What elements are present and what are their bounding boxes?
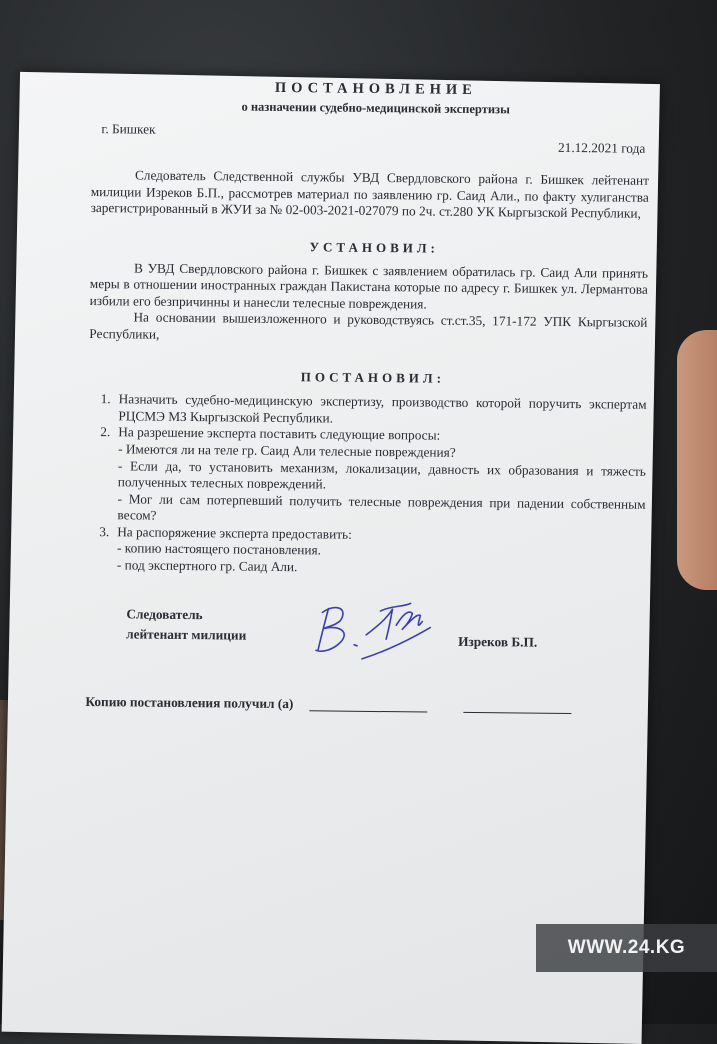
- list-item: [100, 424, 646, 530]
- decided-heading: ПОСТАНОВИЛ:: [300, 368, 446, 386]
- signature-blank-line: [309, 710, 427, 712]
- document-city: г. Бишкек: [101, 121, 156, 137]
- item-text: На распоряжение эксперта предоставить:: [117, 524, 352, 542]
- item-number: 2.: [100, 424, 111, 440]
- signer-rank: лейтенант милиции: [126, 626, 247, 643]
- signature-block: [86, 592, 645, 690]
- sub-question: - Мог ли сам потерпевший получить телесные повреждения при падении собственным весом?: [117, 490, 646, 523]
- copy-received-row: [85, 688, 643, 722]
- intro-paragraph: Следователь Следственной службы УВД Свердловского района г. Бишкек лейтенант милиции Изреков Б.П., рассмотрев материал по заявлению гр. Саид Али., по факту хулиганства зарегистрированный в ЖУИ за № 02-003-2021-027079 по 2ч. ст.280 УК Кыргызской Республики,: [90, 167, 650, 222]
- list-item: [100, 391, 647, 430]
- decisions-list: [87, 391, 647, 579]
- item-number: 1.: [100, 391, 111, 407]
- document-subtitle: о назначении судебно-медицинской экспертизы: [241, 99, 510, 116]
- site-watermark: WWW.24.KG: [536, 924, 717, 972]
- document-title: ПОСТАНОВЛЕНИЕ: [274, 79, 477, 99]
- established-paragraph-2: На основании вышеизложенного и руководствуясь ст.ст.35, 171-172 УПК Кыргызской Республики,: [89, 309, 648, 342]
- place-date-row: [91, 121, 649, 167]
- signer-name: Изреков Б.П.: [458, 633, 538, 650]
- item-text: Назначить судебно-медицинскую экспертизу, производство которой поручить экспертам РЦСМЭ МЗ Кыргызской Республики.: [118, 391, 647, 426]
- established-paragraph-1: В УВД Свердловского района г. Бишкек с заявлением обратилась гр. Саид Али принять меры в отношении иностранных граждан Пакистана которые по адресу г. Бишкек ул. Лермантова избили его безпричинны и нанесли телесные повреждения.: [89, 260, 649, 312]
- list-item: [99, 523, 645, 579]
- handwritten-signature: [306, 594, 437, 665]
- document-page: [85, 78, 650, 784]
- sub-item: - копию настоящего постановления.: [116, 540, 322, 558]
- document-date: 21.12.2021 года: [557, 140, 646, 156]
- sub-question: - Имеются ли на теле гр. Саид Али телесные повреждения?: [118, 441, 456, 460]
- established-heading: УСТАНОВИЛ:: [309, 239, 440, 256]
- sub-item: - под экспертного гр. Саид Али.: [116, 557, 298, 575]
- copy-received-label: Копию постановления получил (а): [85, 693, 294, 711]
- item-number: 3.: [99, 523, 110, 540]
- signer-title: Следователь: [126, 606, 203, 622]
- name-blank-line: [463, 712, 571, 714]
- holding-hand: [677, 330, 717, 590]
- sub-question: - Если да, то установить механизм, локализации, давность их образования и тяжесть полученных телесных повреждений.: [117, 457, 646, 492]
- item-text: На разрешение эксперта поставить следующие вопросы:: [118, 424, 441, 443]
